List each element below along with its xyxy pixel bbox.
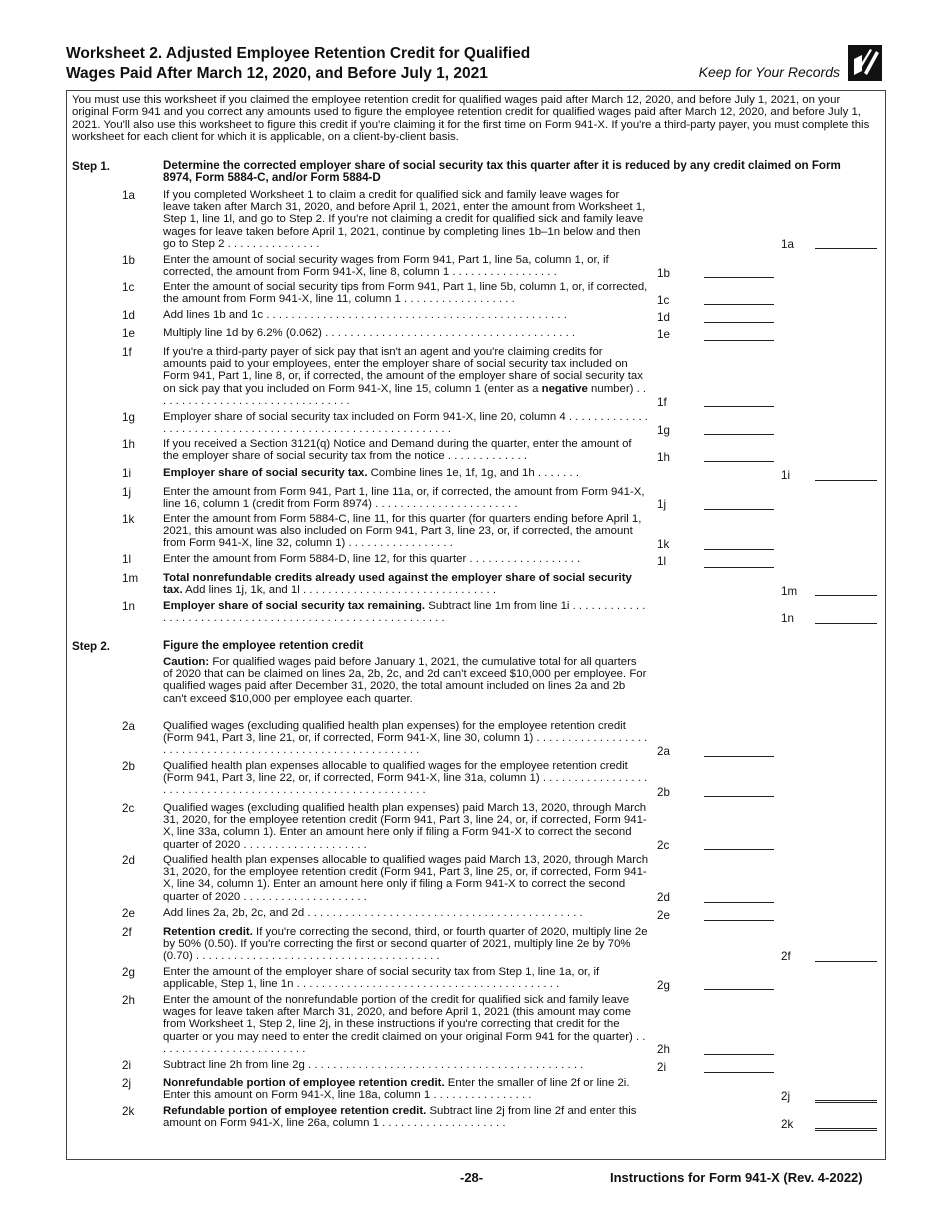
amount-field-2d[interactable] <box>704 902 774 903</box>
line-1j-text: Enter the amount from Form 941, Part 1, line 11a, or, if corrected, the amount from Form 941-X, line 16, column 1 (credit from Form 8974) . . . . . . . . . . . . . . . . . . . . . . . <box>163 486 645 511</box>
amount-field-2i[interactable] <box>704 1072 774 1073</box>
line-2f-text <box>163 926 649 963</box>
line-1n-bold: Employer share of social security tax remaining. <box>163 600 426 612</box>
line-label: 1d <box>657 311 670 324</box>
line-number: 2f <box>122 926 132 939</box>
amount-field-1c[interactable] <box>704 304 774 305</box>
line-label: 2g <box>657 979 670 992</box>
line-1n-rest: Subtract line 1m from line 1i . . . . . . . . . . . . . . . . . . . . . . . . . . . . . . . . . . . . . . . . . . . . . . . . . . . . . . . . . <box>163 600 646 625</box>
line-label: 2c <box>657 839 670 852</box>
amount-field-2c[interactable] <box>704 849 774 850</box>
negative-emphasis: negative <box>541 382 588 395</box>
line-label: 2e <box>657 909 670 922</box>
caution-text <box>163 656 649 705</box>
line-label: 2i <box>657 1061 667 1074</box>
line-number: 1l <box>122 553 132 566</box>
amount-field-2j[interactable] <box>815 1100 877 1103</box>
line-number: 2g <box>122 966 135 979</box>
line-label: 1e <box>657 328 670 341</box>
line-label: 2h <box>657 1043 670 1056</box>
line-label: 1f <box>657 396 667 409</box>
line-1b-text: Enter the amount of social security wages from Form 941, Part 1, line 5a, column 1, or, if corrected, the amount from Form 941-X, line 8, column 1 . . . . . . . . . . . . . . . . . <box>163 254 609 279</box>
line-2k-text <box>163 1105 649 1129</box>
line-1m-bold: Total nonrefundable credits already used against the employer share of social security tax. <box>163 572 632 597</box>
amount-field-2k[interactable] <box>815 1128 877 1131</box>
amount-field-2b[interactable] <box>704 796 774 797</box>
step1-label: Step 1. <box>72 160 111 173</box>
line-label: 1b <box>657 267 670 280</box>
line-label: 1l <box>657 555 667 568</box>
amount-field-1a[interactable] <box>815 248 877 249</box>
line-number: 2k <box>122 1105 135 1118</box>
line-1i-rest: Combine lines 1e, 1f, 1g, and 1h . . . . . . . <box>367 467 579 479</box>
step2-label: Step 2. <box>72 640 111 653</box>
keep-for-records: Keep for Your Records <box>698 64 840 80</box>
amount-field-1d[interactable] <box>704 322 774 323</box>
line-2g-text: Enter the amount of the employer share of social security tax from Step 1, line 1a, or, if applicable, Step 1, line 1n . . . . . . . . . . . . . . . . . . . . . . . . . . . . . . . . . . . . . . . . . . <box>163 966 600 991</box>
line-label: 2a <box>657 745 670 758</box>
line-label: 1k <box>657 538 670 551</box>
line-number: 1j <box>122 486 132 499</box>
amount-field-1g[interactable] <box>704 434 774 435</box>
worksheet-header <box>66 44 886 84</box>
line-1a-text: If you completed Worksheet 1 to claim a credit for qualified sick and family leave wages for leave taken after March 31, 2020, and before April 1, 2021, enter the amount from Worksheet 1, Step 1, line 1l, and go to Step 2. If you're not claiming a credit for qualified sick and family leave wages for leave taken before April 1, 2021, continue by completing lines 1b–1n below and then go to Step 2 . . . . . . . . . . . . . . . <box>163 189 646 250</box>
worksheet-title-line1: Worksheet 2. Adjusted Employee Retention Credit for Qualified <box>66 45 531 62</box>
line-1c-text: Enter the amount of social security tips from Form 941, Part 1, line 5b, column 1, or, if corrected, the amount from Form 941-X, line 11, column 1 . . . . . . . . . . . . . . . . . . <box>163 281 648 306</box>
line-2j-bold: Nonrefundable portion of employee retention credit. <box>163 1077 445 1089</box>
line-number: 1n <box>122 600 135 613</box>
line-number: 1d <box>122 309 135 322</box>
line-1i-text <box>163 467 649 479</box>
amount-field-1l[interactable] <box>704 567 774 568</box>
line-1i-bold: Employer share of social security tax. <box>163 467 368 479</box>
step2-heading: Figure the employee retention credit <box>163 639 364 652</box>
line-1n-text <box>163 600 649 624</box>
line-1h-text: If you received a Section 3121(q) Notice and Demand during the quarter, enter the amount of the employer share of social security tax from the notice . . . . . . . . . . . . . <box>163 438 632 463</box>
line-label: 1c <box>657 294 670 307</box>
line-1f-text-a: If you're a third-party payer of sick pay that isn't an agent and you're claiming credits for amounts paid to your employees, enter the employer share of social security tax included on Form 941, Part 1, line 8, or, if corrected, the amount of the employer share of social security tax on sick pay that you included on Form 941-X, line 15, column 1 (enter as a <box>163 346 643 395</box>
line-label: 2d <box>657 891 670 904</box>
line-1m-rest: Add lines 1j, 1k, and 1l . . . . . . . . . . . . . . . . . . . . . . . . . . . . . . . <box>182 584 496 597</box>
line-label: 1i <box>781 469 791 482</box>
amount-field-2h[interactable] <box>704 1054 774 1055</box>
line-label: 1g <box>657 424 670 437</box>
line-2c-text: Qualified wages (excluding qualified health plan expenses) paid March 13, 2020, through March 31, 2020, for the employee retention credit (Form 941, Part 3, line 24, or, if corrected, Form 941-X, line 33a, column 1). Enter an amount here only if filing a Form 941-X to correct the second quarter of 2020 . . . . . . . . . . . . . . . . . . . . <box>163 802 647 851</box>
line-2e-text: Add lines 2a, 2b, 2c, and 2d . . . . . . . . . . . . . . . . . . . . . . . . . . . . . . . . . . . . . . . . . . . . <box>163 907 583 919</box>
amount-field-1b[interactable] <box>704 277 774 278</box>
line-2k-rest: Subtract line 2j from line 2f and enter this amount on Form 941-X, line 26a, column 1 . . . . . . . . . . . . . . . . . . . . <box>163 1105 637 1130</box>
line-1e-text: Multiply line 1d by 6.2% (0.062) . . . . . . . . . . . . . . . . . . . . . . . . . . . . . . . . . . . . . . . . <box>163 327 576 339</box>
line-number: 1a <box>122 189 135 202</box>
line-number: 1g <box>122 411 135 424</box>
line-number: 2h <box>122 994 135 1007</box>
line-1l-text: Enter the amount from Form 5884-D, line 12, for this quarter . . . . . . . . . . . . . . . . . . <box>163 553 581 565</box>
caution-body: For qualified wages paid before January 1, 2021, the cumulative total for all quarters of 2020 that can be claimed on lines 2a, 2b, 2c, and 2d can't exceed $10,000 per employee. For qualified wages paid after December 31, 2020, the total amount included on lines 2a and 2b can't exceed $10,000 per employee each quarter. <box>163 656 647 705</box>
amount-field-1i[interactable] <box>815 480 877 481</box>
line-number: 2c <box>122 802 135 815</box>
amount-field-2f[interactable] <box>815 961 877 962</box>
line-number: 1k <box>122 513 135 526</box>
amount-field-1h[interactable] <box>704 461 774 462</box>
amount-field-1f[interactable] <box>704 406 774 407</box>
line-2k-bold: Refundable portion of employee retention credit. <box>163 1105 427 1117</box>
line-2d-text: Qualified health plan expenses allocable to qualified wages paid March 13, 2020, through March 31, 2020, for the employee retention credit (Form 941, Part 3, line 25, or, if corrected, Form 941-X, line 34, column 1). Enter an amount here only if filing a Form 941-X to correct the second quarter of 2020 . . . . . . . . . . . . . . . . . . . . <box>163 854 649 903</box>
line-number: 1h <box>122 438 135 451</box>
amount-field-2g[interactable] <box>704 989 774 990</box>
caution-label: Caution: <box>163 656 210 668</box>
amount-field-1k[interactable] <box>704 549 774 550</box>
line-2j-text <box>163 1077 649 1101</box>
line-1m-text <box>163 572 649 596</box>
line-label: 2b <box>657 786 670 799</box>
line-2i-text: Subtract line 2h from line 2g . . . . . . . . . . . . . . . . . . . . . . . . . . . . . . . . . . . . . . . . . . . . <box>163 1059 584 1071</box>
line-2b-text: Qualified health plan expenses allocable to qualified wages for the employee retention credit (Form 941, Part 3, line 22, or, if corrected, Form 941-X, line 31a, column 1) . . . . . . . . . . . . . . . . . . . . . . . . . . . . . . . . . . . . . . . . . . . . . . . . . . . . . . . . . . . <box>163 760 648 797</box>
line-label: 1h <box>657 451 670 464</box>
amount-field-1m[interactable] <box>815 595 877 596</box>
line-number: 1i <box>122 467 132 480</box>
line-2f-rest: If you're correcting the second, third, or fourth quarter of 2020, multiply line 2e by 50% (0.50). If you're correcting the first or second quarter of 2021, multiply line 2e by 70% (0.70) . . . . . . . . . . . . . . . . . . . . . . . . . . . . . . . . . . . . . . . <box>163 926 648 963</box>
step1-heading: Determine the corrected employer share of social security tax this quarter after it is reduced by any credit claimed on Form 8974, Form 5884-C, and/or Form 5884-D <box>163 159 841 185</box>
line-number: 1e <box>122 327 135 340</box>
line-number: 2d <box>122 854 135 867</box>
line-1g-text: Employer share of social security tax included on Form 941-X, line 20, column 4 . . . . . . . . . . . . . . . . . . . . . . . . . . . . . . . . . . . . . . . . . . . . . . . . . . . . . . . . . . . <box>163 411 648 436</box>
line-number: 1c <box>122 281 135 294</box>
line-number: 2j <box>122 1077 132 1090</box>
line-number: 1b <box>122 254 135 267</box>
line-label: 1j <box>657 498 667 511</box>
worksheet-title-line2: Wages Paid After March 12, 2020, and Before July 1, 2021 <box>66 65 488 82</box>
line-number: 2a <box>122 720 135 733</box>
line-1f-text-c: number) . . . . . . . . . . . . . . . . . . . . . . . . . . . . . . . . <box>163 382 647 407</box>
amount-field-1e[interactable] <box>704 340 774 341</box>
form-reference: Instructions for Form 941-X (Rev. 4-2022) <box>610 1170 863 1185</box>
line-1k-text: Enter the amount from Form 5884-C, line 11, for this quarter (for quarters ending before April 1, 2021, this amount was also included on Form 941, Part 3, line 23, or, if corrected, the amount from Form 941-X, line 32, column 1) . . . . . . . . . . . . . . . . . <box>163 513 642 550</box>
line-label: 1m <box>781 585 798 598</box>
line-number: 1f <box>122 346 132 359</box>
line-number: 2i <box>122 1059 132 1072</box>
line-2f-bold: Retention credit. <box>163 926 253 938</box>
line-number: 2e <box>122 907 135 920</box>
line-2j-rest: Enter the smaller of line 2f or line 2i. Enter this amount on Form 941-X, line 18a, column 1 . . . . . . . . . . . . . . . . <box>163 1077 630 1102</box>
line-label: 2j <box>781 1090 791 1103</box>
amount-field-1n[interactable] <box>815 623 877 624</box>
line-2a-text: Qualified wages (excluding qualified health plan expenses) for the employee retention credit (Form 941, Part 3, line 21, or, if corrected, Form 941-X, line 30, column 1) . . . . . . . . . . . . . . . . . . . . . . . . . . . . . . . . . . . . . . . . . . . . . . . . . . . . . . . . . . . <box>163 720 648 757</box>
amount-field-1j[interactable] <box>704 509 774 510</box>
line-label: 2k <box>781 1118 794 1131</box>
line-2h-text: Enter the amount of the nonrefundable portion of the credit for qualified sick and family leave wages for leave taken after March 31, 2020, and before April 1, 2021 (this amount may come from Worksheet 1, Step 2, line 2j, in these instructions if you're correcting that credit for the quarter or you may need to enter the credit claimed on your original Form 941 for the quarter) . . . . . . . . . . . . . . . . . . . . . . . . . <box>163 994 646 1055</box>
page-number: -28- <box>460 1170 484 1185</box>
line-1f-text <box>163 346 649 407</box>
amount-field-2a[interactable] <box>704 756 774 757</box>
amount-field-2e[interactable] <box>704 920 774 921</box>
line-1d-text: Add lines 1b and 1c . . . . . . . . . . . . . . . . . . . . . . . . . . . . . . . . . . . . . . . . . . . . . . . . <box>163 309 567 321</box>
line-number: 1m <box>122 572 139 585</box>
line-number: 2b <box>122 760 135 773</box>
pencil-paper-icon <box>848 45 882 81</box>
line-label: 2f <box>781 950 791 963</box>
line-label: 1n <box>781 612 794 625</box>
line-label: 1a <box>781 238 794 251</box>
intro-paragraph: You must use this worksheet if you claimed the employee retention credit for qualified wages paid after March 12, 2020, and before July 1, 2021, on your original Form 941 and you correct any amounts used to figure the employee retention credit for qualified wages paid after March 12, 2020, and before July 1, 2021. You'll also use this worksheet to figure this credit if you're claiming it for the first time on Form 941-X. If you're a third-party payer, you must complete this worksheet for each client for which it is applicable, on a client-by-client basis. <box>72 94 870 143</box>
